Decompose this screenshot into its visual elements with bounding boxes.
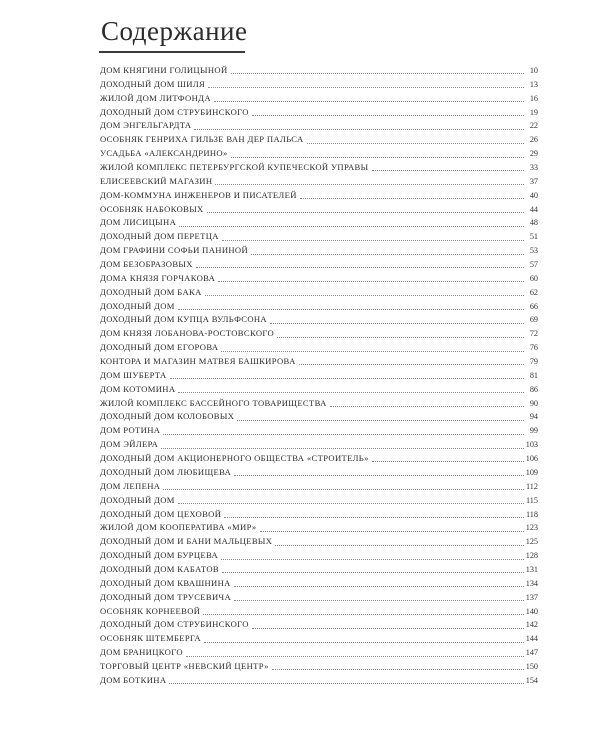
dot-leader — [222, 572, 524, 573]
toc-entry-page-number: 60 — [529, 273, 538, 283]
toc-entry-title: ДОМ ГРАФИНИ СОФЬИ ПАНИНОЙ — [100, 245, 249, 256]
toc-entry-title: ДОМ КНЯГИНИ ГОЛИЦЫНОЙ — [100, 65, 228, 75]
dot-leader — [178, 309, 524, 310]
dot-leader — [218, 281, 524, 282]
toc-entry-page-number: 106 — [525, 454, 538, 464]
toc-entry-title: ДОМ ШУБЕРТА — [100, 369, 167, 380]
toc-entry[interactable] — [100, 341, 538, 355]
dot-leader — [186, 656, 524, 657]
toc-entry[interactable] — [100, 133, 538, 147]
toc-entry-page-number: 22 — [529, 121, 538, 131]
toc-entry-title: ЖИЛОЙ КОМПЛЕКС БАССЕЙНОГО ТОВАРИЩЕСТВА — [100, 397, 327, 408]
toc-entry[interactable] — [100, 383, 538, 397]
toc-entry-page-number: 144 — [525, 634, 538, 644]
dot-leader — [224, 517, 524, 518]
toc-entry-title: ДОХОДНЫЙ ДОМ — [100, 300, 175, 311]
toc-entry-page-number: 33 — [529, 163, 538, 173]
toc-entry-title: ДОХОДНЫЙ ДОМ КОЛОБОВЫХ — [100, 411, 235, 422]
toc-entry-page-number: 128 — [525, 551, 538, 561]
dot-leader — [231, 73, 525, 74]
toc-entry[interactable] — [100, 549, 538, 563]
toc-entry-page-number: 37 — [529, 176, 538, 186]
dot-leader — [234, 475, 524, 476]
toc-entry[interactable] — [100, 397, 538, 411]
toc-entry-page-number: 134 — [525, 578, 538, 588]
toc-entry[interactable] — [100, 216, 538, 230]
toc-entry-page-number: 72 — [529, 329, 538, 339]
toc-entry-title: ДОХОДНЫЙ ДОМ ЦЕХОВОЙ — [100, 508, 222, 519]
toc-entry-page-number: 112 — [526, 481, 538, 491]
toc-entry-title: ДОМ КНЯЗЯ ЛОБАНОВА-РОСТОВСКОГО — [100, 328, 275, 339]
toc-entry[interactable] — [100, 355, 538, 369]
toc-entry-title: ДОХОДНЫЙ ДОМ КУПЦА ВУЛЬФСОНА — [100, 314, 267, 325]
toc-entry[interactable] — [100, 577, 538, 591]
toc-entry[interactable] — [100, 605, 538, 619]
toc-entry-title: ДОХОДНЫЙ ДОМ ПЕРЕТЦА — [100, 231, 219, 242]
toc-entry-title: ДОХОДНЫЙ ДОМ КВАШНИНА — [100, 577, 231, 588]
toc-entry-page-number: 29 — [529, 149, 538, 159]
dot-leader — [178, 392, 524, 393]
toc-entry[interactable] — [100, 494, 538, 508]
toc-entry-title: ДОХОДНЫЙ ДОМ ЛЮБИЩЕВА — [100, 466, 232, 477]
toc-entry-title: ЖИЛОЙ КОМПЛЕКС ПЕТЕРБУРГСКОЙ КУПЕЧЕСКОЙ УПРАВЫ — [100, 162, 369, 173]
toc-entry-page-number: 48 — [529, 218, 538, 228]
dot-leader — [163, 489, 524, 490]
dot-leader — [252, 628, 524, 629]
toc-entry-page-number: 76 — [529, 343, 538, 353]
dot-leader — [237, 420, 524, 421]
toc-entry-page-number: 69 — [529, 315, 538, 325]
page-title: Содержание — [101, 16, 248, 46]
toc-entry-title: ДОХОДНЫЙ ДОМ ШИЛЯ — [100, 78, 206, 89]
toc-entry[interactable] — [100, 521, 538, 535]
toc-entry-page-number: 118 — [526, 509, 538, 519]
toc-entry[interactable] — [100, 244, 538, 258]
toc-entry-page-number: 103 — [525, 440, 538, 450]
toc-entry[interactable] — [100, 189, 538, 203]
dot-leader — [372, 170, 525, 171]
toc-entry-title: ДОХОДНЫЙ ДОМ — [100, 494, 175, 505]
toc-entry[interactable] — [100, 674, 538, 688]
toc-entry[interactable] — [100, 369, 538, 383]
dot-leader — [277, 337, 524, 338]
toc-entry-page-number: 140 — [525, 606, 538, 616]
toc-entry-page-number: 40 — [529, 190, 538, 200]
toc-entry-page-number: 51 — [529, 232, 538, 242]
toc-entry[interactable] — [100, 64, 538, 78]
dot-leader — [221, 351, 524, 352]
dot-leader — [170, 378, 524, 379]
dot-leader — [161, 448, 524, 449]
toc-entry[interactable] — [100, 410, 538, 424]
toc-entry-title: ДОХОДНЫЙ ДОМ СТРУБИНСКОГО — [100, 619, 249, 630]
title-underline — [99, 51, 245, 53]
toc-entry[interactable] — [100, 508, 538, 522]
dot-leader — [207, 212, 524, 213]
toc-entry-title: ДОМ ЛИСИЦЫНА — [100, 217, 177, 228]
toc-entry-page-number: 10 — [529, 66, 538, 75]
toc-entry[interactable] — [100, 618, 538, 632]
toc-entry-page-number: 154 — [525, 675, 538, 685]
dot-leader — [221, 559, 524, 560]
toc-entry-page-number: 81 — [529, 370, 538, 380]
dot-leader — [169, 683, 523, 684]
toc-entry-page-number: 125 — [525, 537, 538, 547]
toc-entry[interactable] — [100, 161, 538, 175]
dot-leader — [204, 642, 524, 643]
dot-leader — [307, 143, 525, 144]
toc-entry-page-number: 99 — [529, 426, 538, 436]
toc-entry-title: ОСОБНЯК ГЕНРИХА ГИЛЬЗЕ ВАН ДЕР ПАЛЬСА — [100, 134, 304, 145]
toc-entry[interactable] — [100, 646, 538, 660]
toc-entry[interactable] — [100, 480, 538, 494]
dot-leader — [163, 434, 524, 435]
dot-leader — [203, 614, 523, 615]
toc-entry[interactable] — [100, 203, 538, 217]
toc-entry-title: КОНТОРА И МАГАЗИН МАТВЕЯ БАШКИРОВА — [100, 356, 296, 367]
toc-entry-page-number: 86 — [529, 384, 538, 394]
toc-entry[interactable] — [100, 327, 538, 341]
toc-entry-title: ДОМА КНЯЗЯ ГОРЧАКОВА — [100, 272, 216, 283]
toc-entry[interactable] — [100, 563, 538, 577]
toc-entry-title: ДОМ БЕЗОБРАЗОВЫХ — [100, 259, 193, 270]
toc-entry[interactable] — [100, 92, 538, 106]
toc-entry-title: ОСОБНЯК ШТЕМБЕРГА — [100, 633, 201, 644]
dot-leader — [208, 87, 524, 88]
dot-leader — [260, 531, 524, 532]
toc-entry-page-number: 115 — [526, 495, 538, 505]
dot-leader — [252, 115, 524, 116]
dot-leader — [234, 600, 524, 601]
toc-entry-title: ДОХОДНЫЙ ДОМ АКЦИОНЕРНОГО ОБЩЕСТВА «СТРОИТЕЛЬ» — [100, 453, 369, 464]
toc-entry[interactable] — [100, 466, 538, 480]
toc-entry[interactable] — [100, 258, 538, 272]
toc-entry-title: ДОМ КОТОМИНА — [100, 383, 176, 394]
toc-entry-title: ДОХОДНЫЙ ДОМ ЕГОРОВА — [100, 342, 219, 353]
toc-entry-page-number: 79 — [529, 357, 538, 367]
toc-entry-title: ОСОБНЯК НАБОКОВЫХ — [100, 203, 204, 214]
toc-entry-page-number: 109 — [525, 467, 538, 477]
toc-entry-page-number: 53 — [529, 246, 538, 256]
toc-entry-page-number: 57 — [529, 260, 538, 270]
toc-entry-title: ДОМ РОТИНА — [100, 425, 161, 436]
toc-list — [100, 64, 538, 688]
toc-entry[interactable] — [100, 119, 538, 133]
dot-leader — [196, 267, 524, 268]
toc-entry-title: ЖИЛОЙ ДОМ ЛИТФОНДА — [100, 92, 211, 103]
toc-entry-title: ДОХОДНЫЙ ДОМ И БАНИ МАЛЬЦЕВЫХ — [100, 536, 273, 547]
toc-entry[interactable] — [100, 175, 538, 189]
toc-entry[interactable] — [100, 591, 538, 605]
toc-entry[interactable] — [100, 313, 538, 327]
dot-leader — [205, 295, 524, 296]
toc-entry[interactable] — [100, 300, 538, 314]
toc-entry-title: ДОМ БОТКИНА — [100, 674, 167, 685]
toc-entry-page-number: 44 — [529, 204, 538, 214]
toc-entry-page-number: 26 — [529, 135, 538, 145]
toc-entry-title: ДОХОДНЫЙ ДОМ СТРУБИНСКОГО — [100, 106, 249, 117]
toc-entry-page-number: 123 — [525, 523, 538, 533]
toc-entry[interactable] — [100, 147, 538, 161]
toc-entry[interactable] — [100, 438, 538, 452]
dot-leader — [330, 406, 524, 407]
toc-entry[interactable] — [100, 452, 538, 466]
toc-entry-page-number: 137 — [525, 592, 538, 602]
toc-entry-title: ДОМ ЭЙЛЕРА — [100, 439, 159, 450]
toc-entry-title: ДОХОДНЫЙ ДОМ КАБАТОВ — [100, 563, 220, 574]
toc-entry-page-number: 94 — [529, 412, 538, 422]
toc-entry-page-number: 13 — [529, 79, 538, 89]
dot-leader — [234, 586, 524, 587]
dot-leader — [194, 129, 524, 130]
dot-leader — [179, 226, 524, 227]
dot-leader — [270, 323, 524, 324]
toc-entry-page-number: 62 — [529, 287, 538, 297]
dot-leader — [300, 198, 524, 199]
dot-leader — [272, 669, 524, 670]
toc-entry-title: ТОРГОВЫЙ ЦЕНТР «НЕВСКИЙ ЦЕНТР» — [100, 660, 269, 671]
toc-entry[interactable] — [100, 78, 538, 92]
toc-entry-title: ДОХОДНЫЙ ДОМ БАКА — [100, 286, 202, 297]
toc-entry-title: ДОХОДНЫЙ ДОМ ТРУСЕВИЧА — [100, 591, 232, 602]
toc-entry-page-number: 150 — [525, 661, 538, 671]
toc-entry-page-number: 16 — [529, 93, 538, 103]
dot-leader — [251, 254, 524, 255]
dot-leader — [372, 461, 524, 462]
toc-entry[interactable] — [100, 424, 538, 438]
toc-entry-page-number: 66 — [529, 301, 538, 311]
toc-entry[interactable] — [100, 632, 538, 646]
toc-entry-title: ЖИЛОЙ ДОМ КООПЕРАТИВА «МИР» — [100, 522, 257, 533]
dot-leader — [222, 240, 524, 241]
dot-leader — [231, 157, 524, 158]
toc-entry-title: ДОМ ЭНГЕЛЬГАРДТА — [100, 120, 192, 131]
toc-entry-title: ДОМ ЛЕПЕНА — [100, 480, 161, 491]
toc-entry[interactable] — [100, 660, 538, 674]
toc-entry-title: ДОМ БРАНИЦКОГО — [100, 647, 183, 658]
toc-entry-page-number: 142 — [525, 620, 538, 630]
toc-entry[interactable] — [100, 106, 538, 120]
toc-entry-title: ЕЛИСЕЕВСКИЙ МАГАЗИН — [100, 175, 213, 186]
toc-entry[interactable] — [100, 286, 538, 300]
toc-entry-page-number: 19 — [529, 107, 538, 117]
toc-entry-page-number: 147 — [525, 648, 538, 658]
toc-entry-title: ДОМ-КОММУНА ИНЖЕНЕРОВ И ПИСАТЕЛЕЙ — [100, 189, 297, 200]
toc-entry[interactable] — [100, 272, 538, 286]
toc-entry-title: ОСОБНЯК КОРНЕЕВОЙ — [100, 605, 201, 616]
toc-entry-title: ДОХОДНЫЙ ДОМ БУРЦЕВА — [100, 550, 219, 561]
dot-leader — [299, 364, 524, 365]
toc-entry-title: УСАДЬБА «АЛЕКСАНДРИНО» — [100, 148, 228, 159]
dot-leader — [275, 545, 523, 546]
toc-entry[interactable] — [100, 535, 538, 549]
dot-leader — [214, 101, 524, 102]
dot-leader — [215, 184, 524, 185]
toc-entry[interactable] — [100, 230, 538, 244]
toc-entry-page-number: 131 — [525, 564, 538, 574]
toc-entry-page-number: 90 — [529, 398, 538, 408]
dot-leader — [178, 503, 524, 504]
